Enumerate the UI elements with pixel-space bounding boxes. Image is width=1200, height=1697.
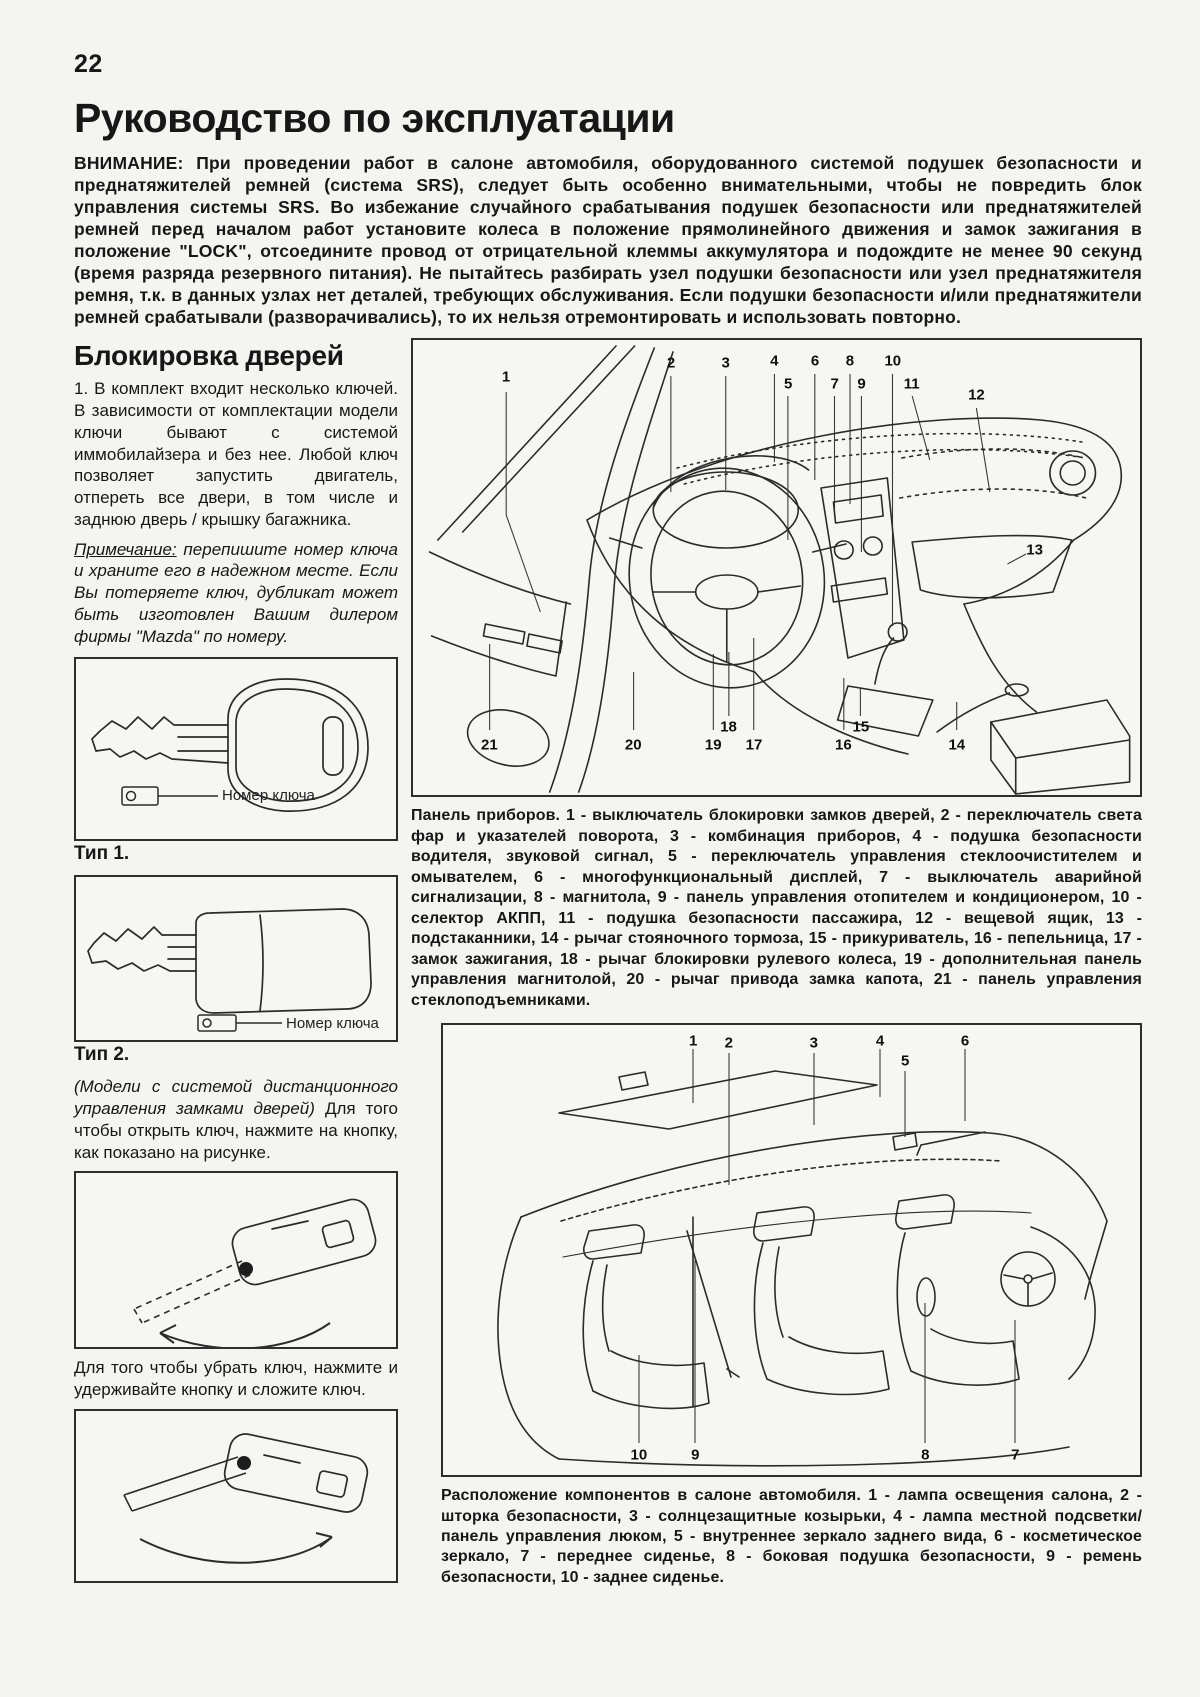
figure-callout-9: 9 [691,1446,700,1464]
figure-callout-15: 15 [852,718,870,736]
remote-intro-paragraph [74,1076,398,1163]
figure-callout-10: 10 [884,352,902,370]
remote-key-fold-drawing [76,1411,396,1581]
remote-release-button [237,1456,251,1470]
note-paragraph [74,539,398,648]
figure-callout-1: 1 [501,368,511,386]
warning-paragraph: ВНИМАНИЕ: При проведении работ в салоне автомобиля, оборудованного системой подушек безопасности и преднатяжителей ремней (система SRS), следует быть особенно внимательными, чтобы не повредить блок управления системы SRS. Во избежание случайного срабатывания подушек безопасности или преднатяжителей ремней перед началом работ установите колеса в положение прямолинейного движения и замок зажигания в положение "LOCK", отсоедините провод от отрицательной клеммы аккумулятора и подождите не менее 90 секунд (время разряда резервного питания). Не пытайтесь разбирать узел подушки безопасности или узел преднатяжителя ремня, т.к. в данных узлах нет деталей, требующих обслуживания. Если подушки безопасности и/или преднатяжители ремней срабатывали (разворачивались), то их нельзя отремонтировать и использовать повторно. [74,153,1142,328]
figure-callout-17: 17 [745,736,763,754]
section-heading: Блокировка дверей [74,340,344,372]
remote-intro-italic: (Модели с системой дистанционного управления замками дверей) [74,1077,398,1119]
key-number-label: Номер ключа [286,1015,379,1033]
figure-callout-4: 4 [770,352,779,370]
figure-callout-10: 10 [630,1446,648,1464]
figure-callout-16: 16 [835,736,852,754]
remote-intro-rest: Для того чтобы открыть ключ, нажмите на кнопку, как показано на рисунке. [74,1099,398,1162]
figure-callout-6: 6 [810,352,820,370]
figure-callout-13: 13 [1026,541,1043,559]
figure-callout-21: 21 [480,736,498,754]
figure-key-type1 [74,657,398,841]
figure-callout-18: 18 [720,718,737,736]
figure-callout-11: 11 [903,375,920,393]
figure-callout-2: 2 [666,354,676,372]
remote-key-open-drawing [76,1173,396,1347]
figure-dashboard [411,338,1142,797]
key-number-label: Номер ключа [222,787,315,805]
figure-callout-3: 3 [721,354,730,372]
figure-key-type2 [74,875,398,1042]
figure-callout-8: 8 [845,352,855,370]
figure-callout-19: 19 [704,736,722,754]
note-label: Примечание: [74,539,177,559]
figure-callout-7: 7 [830,375,839,393]
remote-release-button [239,1262,253,1276]
figure-callout-12: 12 [968,386,985,404]
figure-remote-key-fold [74,1409,398,1583]
keys-paragraph: 1. В комплект входит несколько ключей. В зависимости от комплектации модели ключи бывают с системой иммобилайзера и без нее. Любой ключ позволяет запустить двигатель, отпереть все двери, в том числе и заднюю дверь / крышку багажника. [74,379,398,529]
page-number: 22 [74,50,103,78]
figure-callout-6: 6 [960,1032,970,1050]
note-text: перепишите номер ключа и храните его в надежном месте. Если Вы потеряете ключ, дубликат может быть изготовлен Вашим дилером фирмы "Mazda" по номеру. [74,539,398,646]
dashboard-diagram-drawing [413,340,1140,795]
right-column [411,338,1142,1600]
figure-interior [441,1023,1142,1477]
fold-key-paragraph: Для того чтобы убрать ключ, нажмите и удерживайте кнопку и сложите ключ. [74,1358,398,1400]
figure-callout-1: 1 [689,1032,698,1050]
figure-callout-7: 7 [1011,1446,1020,1464]
figure-callout-20: 20 [624,736,642,754]
figure-callout-4: 4 [875,1032,885,1050]
figure-callout-2: 2 [724,1034,733,1052]
figure-interior-wrapper [441,1023,1142,1588]
left-column [74,338,398,1600]
type1-caption: Тип 1. [74,843,130,865]
interior-diagram-drawing [443,1025,1140,1475]
key-type1-drawing [76,659,396,839]
dashboard-caption: Панель приборов. 1 - выключатель блокировки замков дверей, 2 - переключатель света фар и указателей поворота, 3 - комбинация приборов, 4 - подушка безопасности водителя, звуковой сигнал, 5 - переключатель управления стеклоочистителем и омывателем, 6 - многофункциональный дисплей, 7 - выключатель аварийной сигнализации, 8 - магнитола, 9 - панель управления отопителем и кондиционером, 10 - селектор АКПП, 11 - подушка безопасности пассажира, 12 - вещевой ящик, 13 - подстаканники, 14 - рычаг стояночного тормоза, 15 - прикуриватель, 16 - пепельница, 17 - замок зажигания, 18 - рычаг блокировки рулевого колеса, 19 - дополнительная панель управления магнитолой, 20 - рычаг привода замка капота, 21 - панель управления стеклоподъемниками. [411,807,1142,1009]
page-title: Руководство по эксплуатации [74,95,675,141]
figure-callout-5: 5 [783,375,793,393]
figure-remote-key-open [74,1171,398,1349]
interior-caption: Расположение компонентов в салоне автомобиля. 1 - лампа освещения салона, 2 - шторка безопасности, 3 - солнцезащитные козырьки, 4 - лампа местной подсветки/панель управления люком, 5 - внутреннее зеркало заднего вида, 6 - косметическое зеркало, 7 - переднее сиденье, 8 - боковая подушка безопасности, 9 - ремень безопасности, 10 - заднее сиденье. [441,1487,1142,1586]
two-column-layout [74,338,1142,1600]
figure-callout-3: 3 [809,1034,818,1052]
figure-callout-9: 9 [857,375,866,393]
figure-callout-8: 8 [921,1446,930,1464]
figure-callout-5: 5 [900,1052,910,1070]
figure-callout-14: 14 [948,736,966,754]
type2-caption: Тип 2. [74,1044,130,1066]
